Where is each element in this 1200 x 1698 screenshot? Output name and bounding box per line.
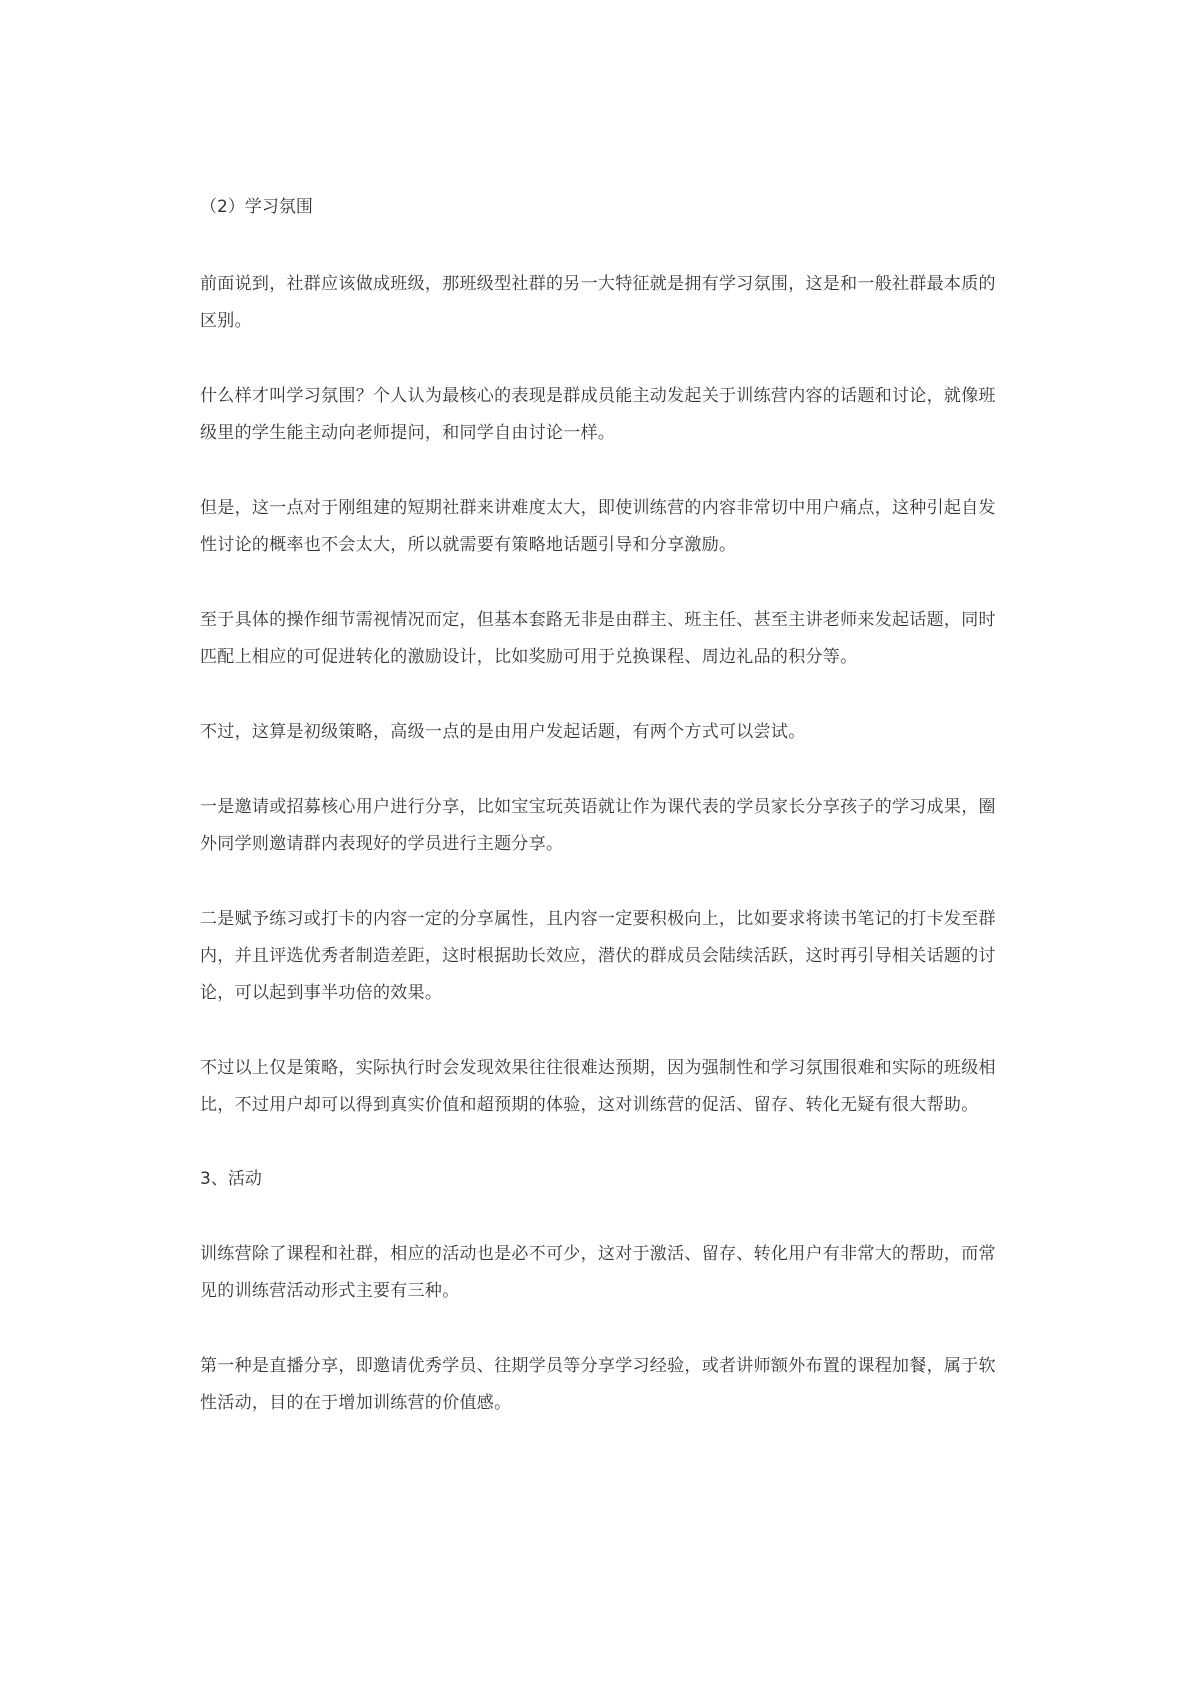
paragraph: 但是，这一点对于刚组建的短期社群来讲难度太大，即使训练营的内容非常切中用户痛点，这种引起自发性讨论的概率也不会太大，所以就需要有策略地话题引导和分享激励。	[200, 498, 996, 555]
paragraph: 第一种是直播分享，即邀请优秀学员、往期学员等分享学习经验，或者讲师额外布置的课程加餐，属于软性活动，目的在于增加训练营的价值感。	[200, 1356, 996, 1413]
document-content	[200, 190, 1000, 1460]
paragraph: 不过以上仅是策略，实际执行时会发现效果往往很难达预期，因为强制性和学习氛围很难和实际的班级相比，不过用户却可以得到真实价值和超预期的体验，这对训练营的促活、留存、转化无疑有很大帮助。	[200, 1058, 996, 1115]
paragraph: 训练营除了课程和社群，相应的活动也是必不可少，这对于激活、留存、转化用户有非常大的帮助，而常见的训练营活动形式主要有三种。	[200, 1244, 996, 1301]
section-heading-activities: 3、活动	[200, 1169, 262, 1189]
section-heading-learning-atmosphere: （2）学习氛围	[200, 197, 313, 217]
paragraph: 前面说到，社群应该做成班级，那班级型社群的另一大特征就是拥有学习氛围，这是和一般社群最本质的区别。	[200, 274, 996, 331]
paragraph: 二是赋予练习或打卡的内容一定的分享属性，且内容一定要积极向上，比如要求将读书笔记的打卡发至群内，并且评选优秀者制造差距，这时根据助长效应，潜伏的群成员会陆续活跃，这时再引导相关话题的讨论，可以起到事半功倍的效果。	[200, 909, 996, 1003]
paragraph: 什么样才叫学习氛围？个人认为最核心的表现是群成员能主动发起关于训练营内容的话题和讨论，就像班级里的学生能主动向老师提问，和同学自由讨论一样。	[200, 386, 996, 443]
paragraph: 至于具体的操作细节需视情况而定，但基本套路无非是由群主、班主任、甚至主讲老师来发起话题，同时匹配上相应的可促进转化的激励设计，比如奖励可用于兑换课程、周边礼品的积分等。	[200, 610, 996, 667]
paragraph: 不过，这算是初级策略，高级一点的是由用户发起话题，有两个方式可以尝试。	[200, 722, 806, 742]
paragraph: 一是邀请或招募核心用户进行分享，比如宝宝玩英语就让作为课代表的学员家长分享孩子的学习成果，圈外同学则邀请群内表现好的学员进行主题分享。	[200, 797, 996, 854]
